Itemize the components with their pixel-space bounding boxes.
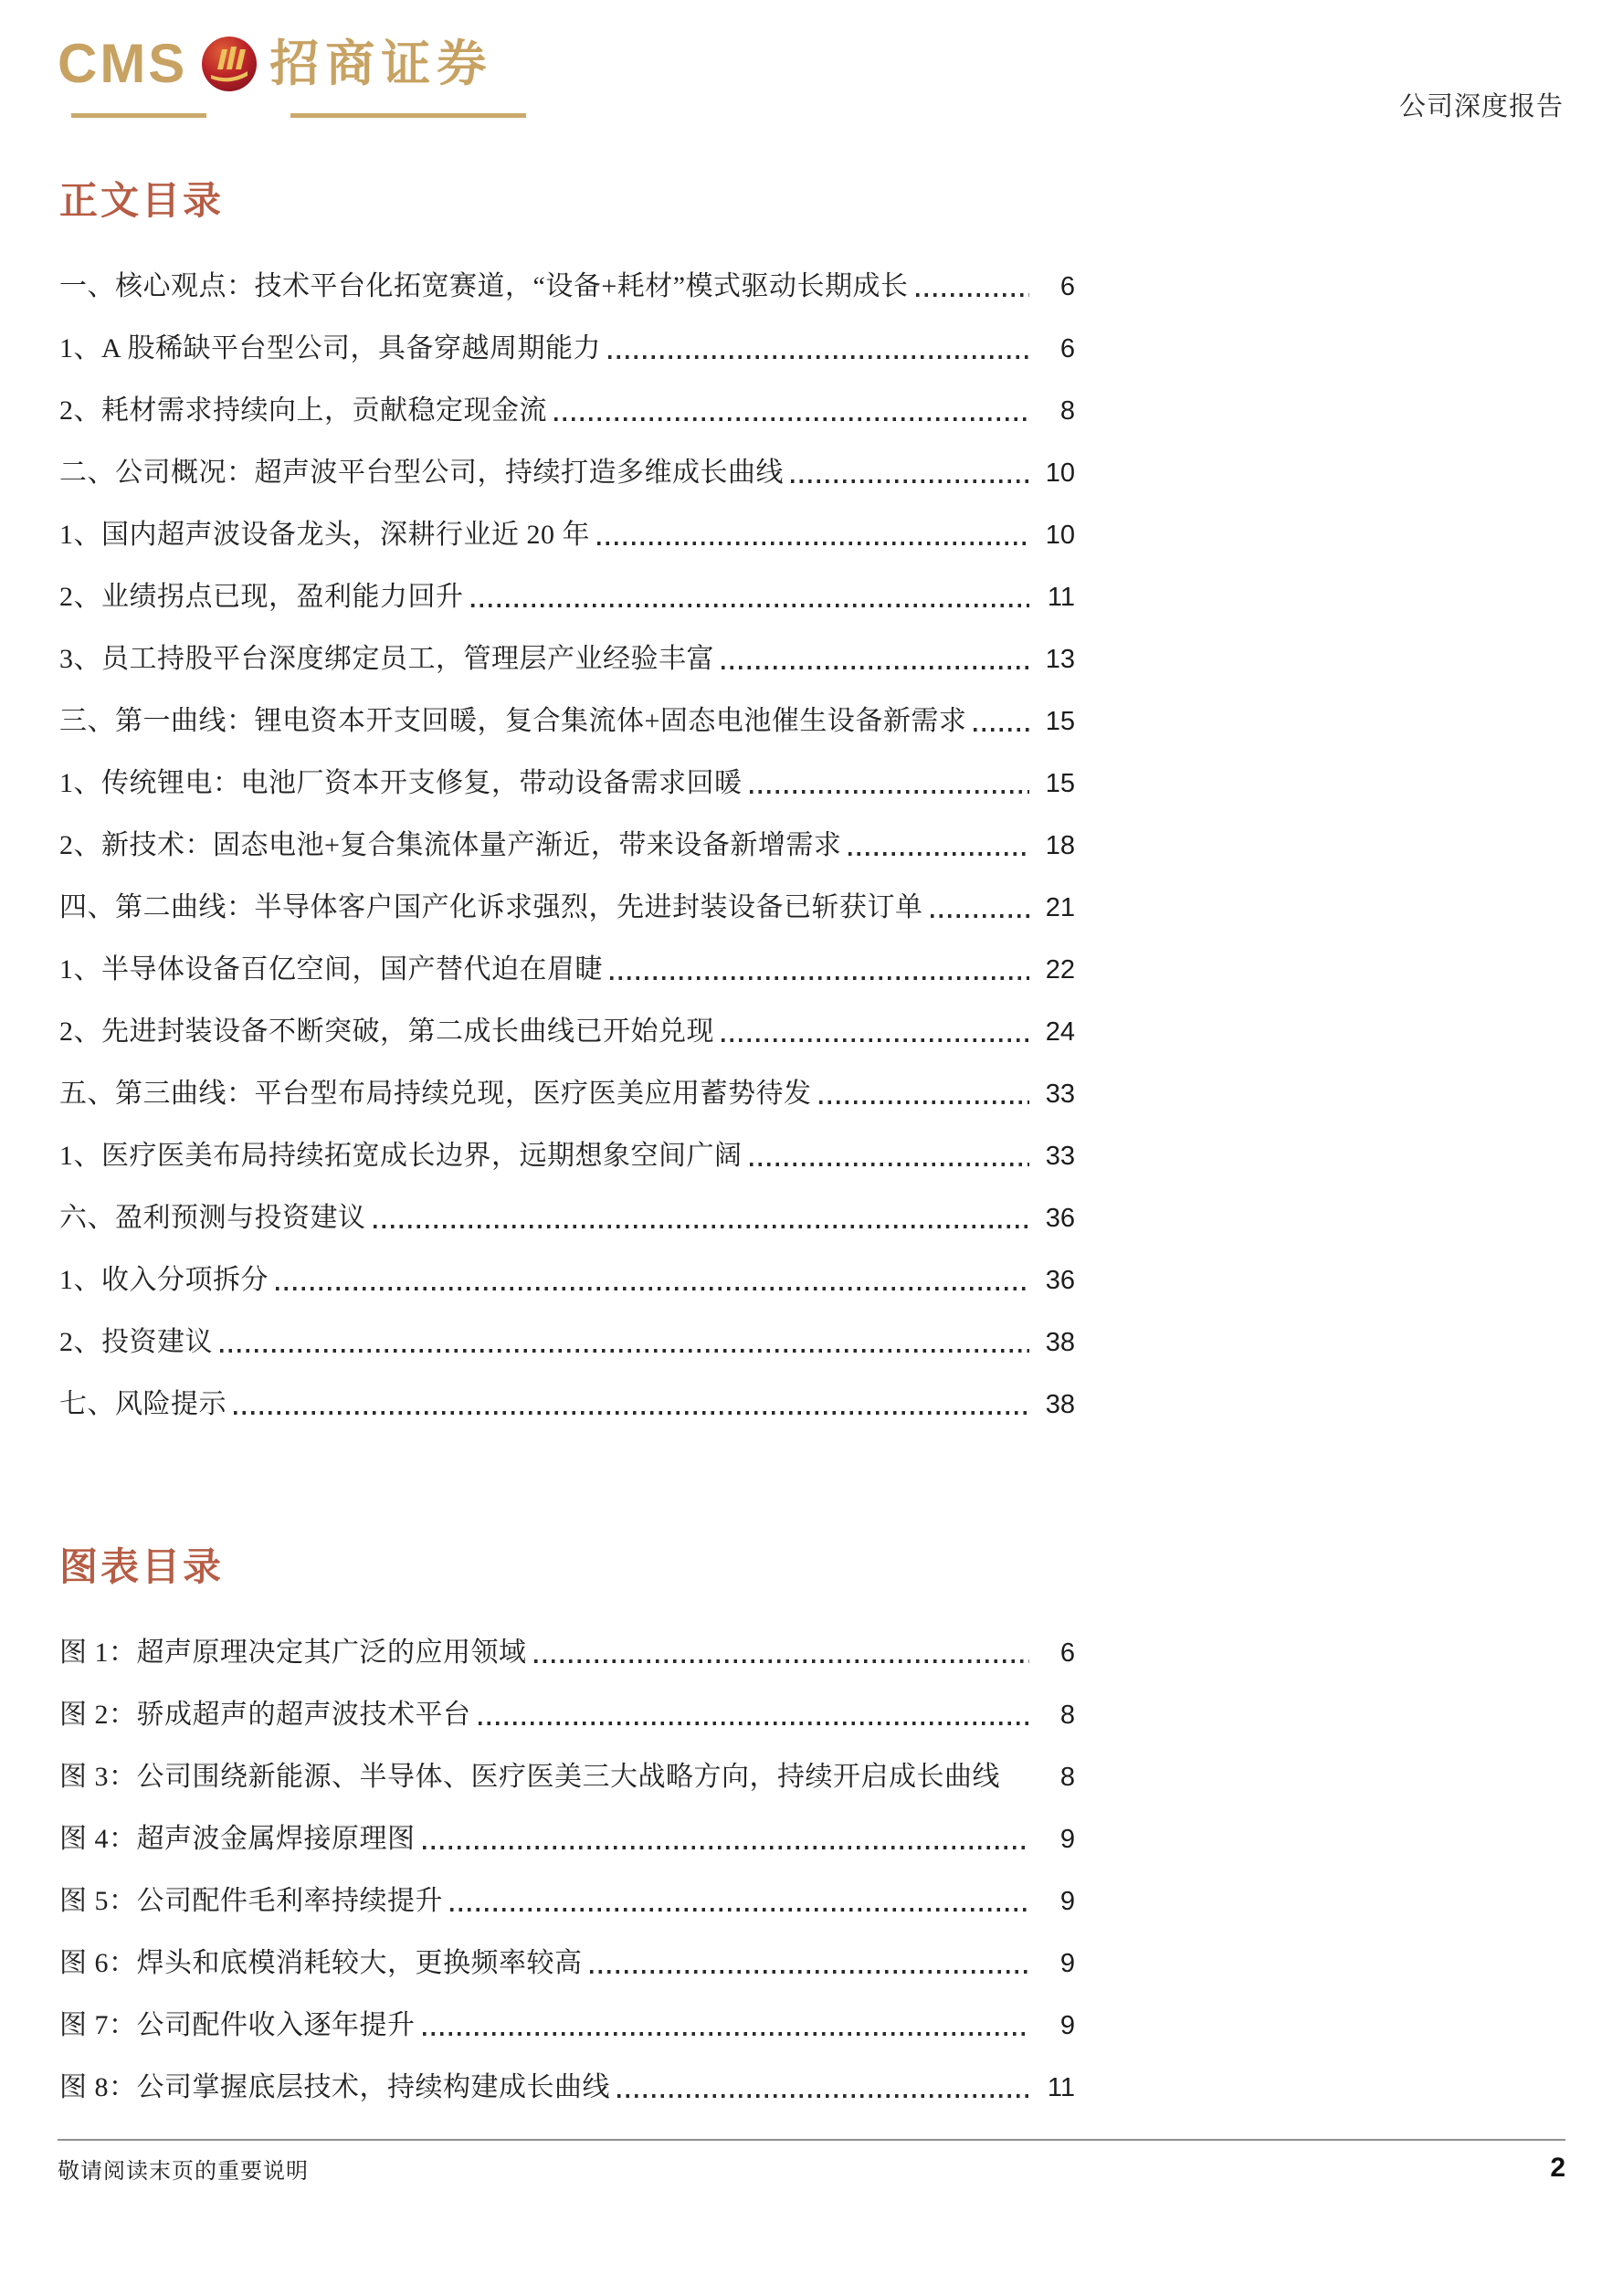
toc-entry-label: 五、第三曲线：平台型布局持续兑现，医疗医美应用蓄势待发	[59, 1079, 812, 1110]
toc-entry-label: 1、国内超声波设备龙头，深耕行业近 20 年	[59, 520, 590, 551]
toc-entry-page: 9	[1059, 1825, 1075, 1855]
dot-leader	[554, 417, 1029, 421]
toc-entry-label: 四、第二曲线：半导体客户国产化诉求强烈，先进封装设备已斩获订单	[59, 892, 923, 923]
toc-entry-label: 1、医疗医美布局持续拓宽成长边界，远期想象空间广阔	[59, 1141, 743, 1172]
toc-entry-label: 图 4：超声波金属焊接原理图	[59, 1824, 416, 1855]
toc-entry-label: 2、耗材需求持续向上，贡献稳定现金流	[59, 395, 547, 427]
cms-m-icon	[200, 35, 258, 93]
toc-entry-page: 9	[1059, 2011, 1075, 2041]
toc-entry-label: 2、新技术：固态电池+复合集流体量产渐近，带来设备新增需求	[59, 830, 842, 861]
toc-entry-label: 七、风险提示	[59, 1389, 227, 1420]
footer-disclaimer: 敬请阅读末页的重要说明	[58, 2160, 309, 2184]
toc-entry-label: 图 5：公司配件毛利率持续提升	[59, 1886, 443, 1917]
dot-leader	[534, 1659, 1030, 1663]
report-type-label: 公司深度报告	[1398, 92, 1564, 121]
dot-leader	[220, 1349, 1029, 1353]
dot-leader	[374, 1225, 1030, 1228]
toc-entry-page: 33	[1045, 1080, 1075, 1110]
toc-entry-link[interactable]	[59, 581, 1075, 614]
toc-entry-label: 三、第一曲线：锂电资本开支回暖，复合集流体+固态电池催生设备新需求	[59, 706, 967, 737]
toc-entry-link[interactable]	[59, 767, 1075, 800]
toc-entry-page: 38	[1045, 1328, 1075, 1358]
toc-entry-page: 33	[1045, 1142, 1075, 1172]
toc-entry-link[interactable]	[59, 2009, 1075, 2042]
dot-leader	[590, 1970, 1030, 1974]
cms-logo-text: CMS	[58, 33, 188, 94]
toc-entry-page: 15	[1045, 707, 1075, 737]
toc-entry-page: 11	[1047, 583, 1075, 613]
dot-leader	[608, 355, 1029, 359]
toc-entry-link[interactable]	[59, 1823, 1075, 1856]
toc-entry-page: 21	[1045, 893, 1075, 923]
toc-entry-label: 2、业绩拐点已现，盈利能力回升	[59, 582, 464, 613]
toc-entry-link[interactable]	[59, 1140, 1075, 1173]
toc-entry-label: 1、半导体设备百亿空间，国产替代迫在眉睫	[59, 954, 603, 985]
toc-entry-link[interactable]	[59, 1326, 1075, 1359]
toc-entry-link[interactable]	[59, 270, 1075, 303]
toc-entry-link[interactable]	[59, 1761, 1075, 1794]
toc-entry-page: 15	[1045, 769, 1075, 799]
toc-entry-label: 图 6：焊头和底模消耗较大，更换频率较高	[59, 1948, 583, 1979]
dot-leader	[931, 914, 1030, 918]
dot-leader	[610, 976, 1029, 980]
toc-entry-page: 24	[1045, 1017, 1075, 1048]
toc-entry-link[interactable]	[59, 1202, 1075, 1235]
toc-entry-page: 8	[1059, 1763, 1075, 1793]
toc-entry-link[interactable]	[59, 1699, 1075, 1732]
toc-entry-link[interactable]	[59, 2071, 1075, 2104]
toc-entry-label: 图 1：超声原理决定其广泛的应用领域	[59, 1638, 527, 1669]
toc-entry-page: 11	[1047, 2073, 1075, 2103]
toc-entry-page: 9	[1059, 1949, 1075, 1979]
dot-leader	[423, 1846, 1030, 1849]
toc-entry-label: 2、投资建议	[59, 1327, 213, 1358]
toc-entry-link[interactable]	[59, 643, 1075, 676]
figure-toc-list	[59, 1637, 1075, 2104]
toc-entry-label: 1、传统锂电：电池厂资本开支修复，带动设备需求回暖	[59, 768, 743, 799]
toc-entry-page: 13	[1045, 645, 1075, 675]
toc-entry-label: 1、收入分项拆分	[59, 1265, 269, 1296]
cms-logo	[58, 35, 492, 93]
toc-entry-link[interactable]	[59, 457, 1075, 490]
toc-entry-link[interactable]	[59, 1078, 1075, 1111]
toc-entry-label: 六、盈利预测与投资建议	[59, 1203, 366, 1234]
page-number: 2	[1550, 2153, 1565, 2183]
toc-entry-link[interactable]	[59, 705, 1075, 738]
toc-entry-link[interactable]	[59, 953, 1075, 986]
logo-underline-right	[290, 113, 526, 118]
dot-leader	[597, 542, 1029, 545]
page-footer	[58, 2139, 1565, 2185]
toc-entry-page: 6	[1059, 1638, 1075, 1669]
toc-entry-link[interactable]	[59, 891, 1075, 924]
dot-leader	[974, 728, 1029, 732]
toc-entry-page: 6	[1059, 272, 1075, 302]
toc-entry-label: 图 8：公司掌握底层技术，持续构建成长曲线	[59, 2072, 610, 2103]
toc-entry-page: 36	[1045, 1266, 1075, 1296]
dot-leader	[819, 1101, 1030, 1104]
toc-entry-link[interactable]	[59, 1388, 1075, 1421]
toc-entry-page: 8	[1059, 396, 1075, 427]
toc-list	[59, 270, 1075, 1421]
toc-entry-page: 38	[1045, 1390, 1075, 1420]
dot-leader	[234, 1411, 1029, 1415]
toc-entry-label: 图 7：公司配件收入逐年提升	[59, 2010, 416, 2041]
dot-leader	[848, 852, 1029, 856]
dot-leader	[722, 1038, 1029, 1042]
toc-section	[59, 179, 1075, 1450]
toc-entry-page: 9	[1059, 1887, 1075, 1917]
figure-toc-title: 图表目录	[59, 1547, 225, 1589]
toc-entry-link[interactable]	[59, 1264, 1075, 1297]
dot-leader	[471, 604, 1030, 607]
toc-entry-page: 10	[1045, 458, 1075, 489]
toc-entry-page: 18	[1045, 831, 1075, 861]
dot-leader	[722, 666, 1029, 669]
dot-leader	[276, 1287, 1029, 1290]
toc-entry-page: 22	[1045, 955, 1075, 985]
dot-leader	[450, 1908, 1029, 1912]
toc-entry-page: 10	[1045, 521, 1075, 551]
toc-title: 正文目录	[59, 181, 225, 223]
toc-entry-label: 1、A 股稀缺平台型公司，具备穿越周期能力	[59, 333, 602, 364]
toc-entry-link[interactable]	[59, 519, 1075, 552]
dot-leader	[617, 2094, 1029, 2098]
figure-toc-section	[59, 1545, 1075, 2133]
toc-entry-label: 图 2：骄成超声的超声波技术平台	[59, 1700, 471, 1731]
dot-leader	[479, 1722, 1030, 1725]
toc-entry-label: 图 3：公司围绕新能源、半导体、医疗医美三大战略方向，持续开启成长曲线	[59, 1762, 1000, 1793]
toc-entry-page: 36	[1045, 1204, 1075, 1234]
toc-entry-label: 一、核心观点：技术平台化拓宽赛道，“设备+耗材”模式驱动长期成长	[59, 271, 909, 302]
toc-entry-label: 二、公司概况：超声波平台型公司，持续打造多维成长曲线	[59, 458, 784, 489]
toc-entry-link[interactable]	[59, 395, 1075, 427]
toc-entry-label: 3、员工持股平台深度绑定员工，管理层产业经验丰富	[59, 644, 714, 675]
dot-leader	[750, 790, 1030, 794]
toc-entry-page: 8	[1059, 1701, 1075, 1731]
toc-entry-link[interactable]	[59, 1016, 1075, 1048]
brand-name: 招商证券	[269, 37, 493, 91]
toc-entry-link[interactable]	[59, 1637, 1075, 1669]
dot-leader	[791, 479, 1029, 483]
toc-entry-label: 2、先进封装设备不断突破，第二成长曲线已开始兑现	[59, 1016, 714, 1048]
dot-leader	[916, 293, 1029, 297]
toc-entry-link[interactable]	[59, 332, 1075, 365]
dot-leader	[423, 2032, 1030, 2036]
toc-entry-link[interactable]	[59, 1885, 1075, 1918]
logo-underline-left	[71, 113, 206, 118]
dot-leader	[750, 1163, 1030, 1166]
toc-entry-link[interactable]	[59, 1947, 1075, 1980]
toc-entry-page: 6	[1059, 334, 1075, 364]
toc-entry-link[interactable]	[59, 829, 1075, 862]
